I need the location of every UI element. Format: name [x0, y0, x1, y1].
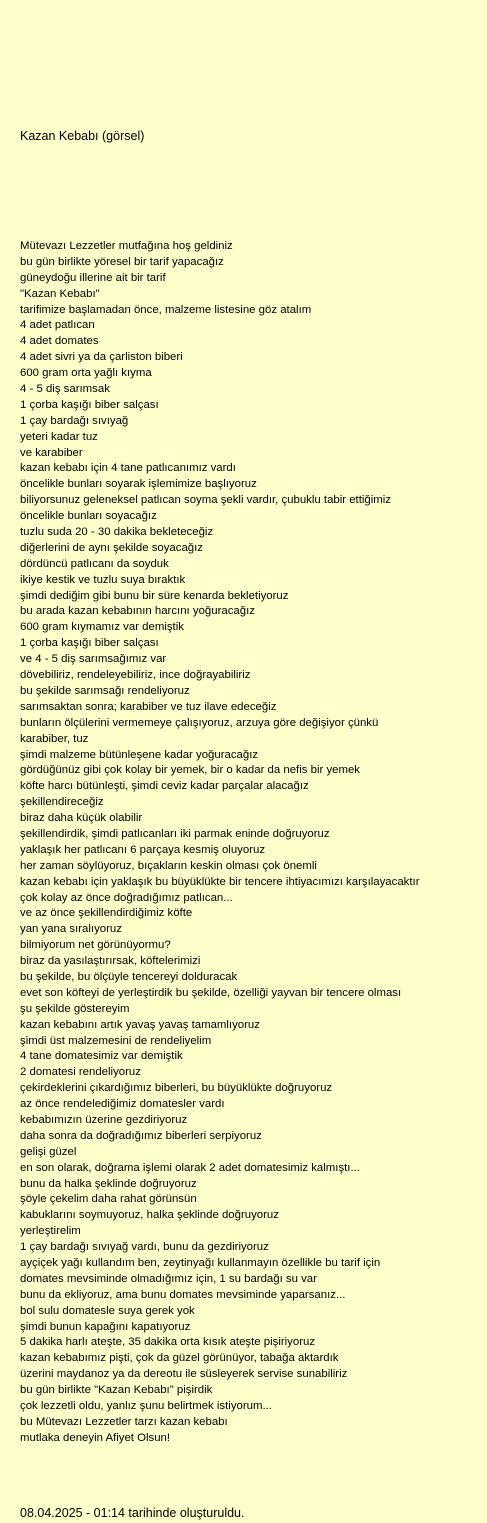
transcript-line: şimdi bunun kapağını kapatıyoruz	[20, 1320, 191, 1333]
transcript-line: kazan kebabı için yaklaşık bu büyüklükte bir tencere ihtiyacımızı karşılayacaktır	[20, 875, 420, 888]
transcript-line: 1 çay bardağı sıvıyağ vardı, bunu da gezdiriyoruz	[20, 1241, 269, 1254]
transcript-line: her zaman söylüyoruz, bıçakların keskin olması çok önemli	[20, 859, 317, 872]
transcript-line: bunların ölçülerini vermemeye çalışıyoruz, arzuya göre değişiyor çünkü	[20, 716, 379, 729]
transcript-line: 4 - 5 diş sarımsak	[20, 383, 110, 396]
transcript-line: kebabımızın üzerine gezdiriyoruz	[20, 1113, 188, 1126]
transcript-line: tuzlu suda 20 - 30 dakika bekleteceğiz	[20, 526, 214, 539]
transcript-line: ikiye kestik ve tuzlu suya bıraktık	[20, 573, 186, 586]
transcript-line: bunu da halka şeklinde doğruyoruz	[20, 1177, 197, 1190]
transcript-line: 1 çorba kaşığı biber salçası	[20, 637, 159, 650]
transcript-line: yerleştirelim	[20, 1225, 81, 1238]
transcript-line: bu şekilde, bu ölçüyle tencereyi dolduracak	[20, 970, 238, 983]
transcript-line: şekillendirdik, şimdi patlıcanları iki parmak eninde doğruyoruz	[20, 827, 330, 840]
transcript-line: 1 çay bardağı sıvıyağ	[20, 414, 129, 427]
transcript-line: kazan kebabımız pişti, çok da güzel görünüyor, tabağa aktardık	[20, 1352, 339, 1365]
transcript-line: bu şekilde sarımsağı rendeliyoruz	[20, 684, 190, 697]
transcript-line: 4 tane domatesimiz var demiştik	[20, 1050, 183, 1063]
transcript-line: 1 çorba kaşığı biber salçası	[20, 398, 159, 411]
transcript-line: bu gün birlikte yöresel bir tarif yapacağız	[20, 255, 224, 268]
transcript-line: öncelikle bunları soyacağız	[20, 510, 157, 523]
transcript-line: yaklaşık her patlıcanı 6 parçaya kesmiş oluyoruz	[20, 843, 266, 856]
page-title: Kazan Kebabı (görsel)	[20, 129, 145, 143]
transcript-line: güneydoğu illerine ait bir tarif	[20, 271, 166, 284]
transcript-line: şimdi malzeme bütünleşene kadar yoğuracağız	[20, 748, 259, 761]
transcript-line: diğerlerini de aynı şekilde soyacağız	[20, 541, 203, 554]
transcript-line: çok lezzetli oldu, yanlız şunu belirtmek istiyorum...	[20, 1400, 272, 1413]
transcript-line: 2 domatesi rendeliyoruz	[20, 1066, 141, 1079]
transcript-line: tarifimize başlamadan önce, malzeme listesine göz atalım	[20, 303, 312, 316]
transcript-line: biliyorsunuz geleneksel patlıcan soyma şekli vardır, çubuklu tabir ettiğimiz	[20, 494, 392, 507]
transcript-line: öncelikle bunları soyarak işlemimize başlıyoruz	[20, 478, 257, 491]
transcript-line: şimdi dediğim gibi bunu bir süre kenarda bekletiyoruz	[20, 589, 289, 602]
transcript-line: kazan kebabını artık yavaş yavaş tamamlıyoruz	[20, 1018, 260, 1031]
transcript-line: şu şekilde göstereyim	[20, 1002, 130, 1015]
transcript-line: domates mevsiminde olmadığımız için, 1 su bardağı su var	[20, 1272, 317, 1285]
transcript-line: dördüncü patlıcanı da soyduk	[20, 557, 169, 570]
transcript-line: ayçiçek yağı kullandım ben, zeytinyağı kullanmayın özellikle bu tarif için	[20, 1257, 381, 1269]
transcript-line: şöyle çekelim daha rahat görünsün	[20, 1193, 197, 1206]
transcript-line: "Kazan Kebabı"	[20, 287, 100, 300]
transcript-line: bu gün birlikte "Kazan Kebabı" pişirdik	[20, 1384, 213, 1397]
transcript-line: bol sulu domatesle suya gerek yok	[20, 1304, 195, 1317]
transcript-line: sarımsaktan sonra; karabiber ve tuz ilave edeceğiz	[20, 700, 277, 713]
transcript-line: 4 adet patlıcan	[20, 319, 95, 332]
transcript-line: bu Mütevazı Lezzetler tarzı kazan kebabı	[20, 1415, 228, 1428]
transcript-line: şimdi üst malzemesini de rendeliyelim	[20, 1034, 212, 1047]
transcript-line: karabiber, tuz	[20, 732, 89, 745]
creation-timestamp: 08.04.2025 - 01:14 tarihinde oluşturuldu.	[20, 1506, 245, 1520]
transcript-line: gördüğünüz gibi çok kolay bir yemek, bir o kadar da nefis bir yemek	[20, 764, 360, 777]
transcript-line: yeteri kadar tuz	[20, 430, 98, 443]
transcript-line: şekillendireceğiz	[20, 796, 104, 809]
transcript-line: 600 gram orta yağlı kıyma	[20, 367, 152, 380]
transcript-line: 4 adet sivri ya da çarliston biberi	[20, 351, 183, 364]
transcript-line: gelişi güzel	[20, 1145, 77, 1158]
transcript-line: biraz daha küçük olabilir	[20, 812, 143, 825]
transcript-list	[20, 239, 419, 1447]
transcript-line: kazan kebabı için 4 tane patlıcanımız vardı	[20, 462, 236, 475]
transcript-line: bilmiyorum net görünüyormu?	[20, 939, 171, 952]
transcript-line: daha sonra da doğradığımız biberleri serpiyoruz	[20, 1129, 262, 1142]
transcript-line: az önce rendelediğimiz domatesler vardı	[20, 1098, 225, 1111]
transcript-line: 600 gram kıymamız var demiştik	[20, 621, 184, 634]
transcript-line: ve 4 - 5 diş sarımsağımız var	[20, 653, 167, 666]
transcript-line: bunu da ekliyoruz, ama bunu domates mevsiminde yaparsanız...	[20, 1288, 346, 1301]
transcript-line: Mütevazı Lezzetler mutfağına hoş geldiniz	[20, 240, 233, 252]
transcript-line: çok kolay az önce doğradığımız patlıcan...	[20, 891, 233, 904]
transcript-line: ve az önce şekillendirdiğimiz köfte	[20, 907, 193, 920]
transcript-line: üzerini maydanoz ya da dereotu ile süsleyerek servise sunabiliriz	[20, 1368, 348, 1381]
transcript-line: kabuklarını soymuyoruz, halka şeklinde doğruyoruz	[20, 1209, 279, 1222]
transcript-line: en son olarak, doğrama işlemi olarak 2 adet domatesimiz kalmıştı...	[20, 1161, 360, 1174]
transcript-line: evet son köfteyi de yerleştirdik bu şekilde, özelliği yayvan bir tencere olması	[20, 986, 402, 999]
transcript-line: mutlaka deneyin Afiyet Olsun!	[20, 1431, 171, 1444]
transcript-line: yan yana sıralıyoruz	[20, 923, 122, 936]
transcript-line: bu arada kazan kebabının harcını yoğuracağız	[20, 605, 255, 618]
transcript-line: biraz da yasılaştırırsak, köftelerimizi	[20, 955, 201, 968]
transcript-line: 5 dakika harlı ateşte, 35 dakika orta kısık ateşte pişiriyoruz	[20, 1336, 316, 1349]
transcript-line: 4 adet domates	[20, 335, 99, 348]
transcript-line: köfte harcı bütünleşti, şimdi ceviz kadar parçalar alacağız	[20, 780, 309, 793]
transcript-line: çekirdeklerini çıkardığımız biberleri, bu büyüklükte doğruyoruz	[20, 1082, 333, 1095]
transcript-line: ve karabiber	[20, 446, 83, 459]
transcript-line: dövebiliriz, rendeleyebiliriz, ince doğrayabiliriz	[20, 669, 251, 682]
